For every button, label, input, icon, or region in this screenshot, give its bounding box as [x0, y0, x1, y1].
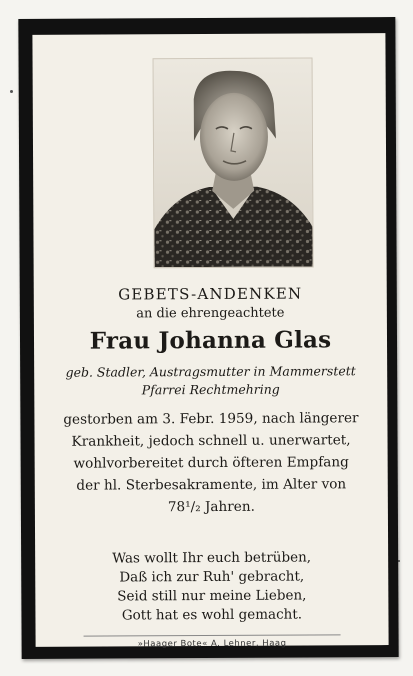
scan-speck	[10, 90, 13, 93]
poem-line: Seid still nur meine Lieben,	[117, 587, 307, 605]
portrait-photo	[153, 57, 314, 268]
card-heading: GEBETS-ANDENKEN	[118, 284, 303, 304]
body-line: der hl. Sterbesakramente, im Alter von	[76, 476, 347, 494]
memorial-card	[18, 17, 398, 659]
maiden-name-line: geb. Stadler, Austragsmutter in Mammerstett	[65, 363, 356, 380]
parish-line: Pfarrei Rechtmehring	[141, 381, 280, 398]
deceased-name: Frau Johanna Glas	[89, 326, 332, 355]
body-line: Krankheit, jedoch schnell u. unerwartet,	[71, 432, 351, 450]
portrait-image	[154, 58, 313, 267]
death-notice-text	[34, 407, 388, 519]
poem-line: Was wollt Ihr euch betrüben,	[112, 549, 312, 567]
body-line: wohlvorbereitet durch öfteren Empfang	[73, 454, 349, 472]
divider-rule	[84, 634, 341, 636]
card-inner-panel	[32, 33, 388, 650]
printer-credit: »Haager Bote« A. Lehner, Haag	[137, 638, 287, 650]
poem-line: Daß ich zur Ruh' gebracht,	[119, 568, 305, 586]
memorial-poem	[35, 548, 388, 626]
card-subheading: an die ehrengeachtete	[136, 305, 285, 322]
body-line: 78¹/₂ Jahren.	[167, 498, 255, 516]
scan-speck	[398, 560, 400, 562]
poem-line: Gott hat es wohl gemacht.	[121, 606, 303, 624]
body-line: gestorben am 3. Febr. 1959, nach längerer	[63, 410, 359, 428]
